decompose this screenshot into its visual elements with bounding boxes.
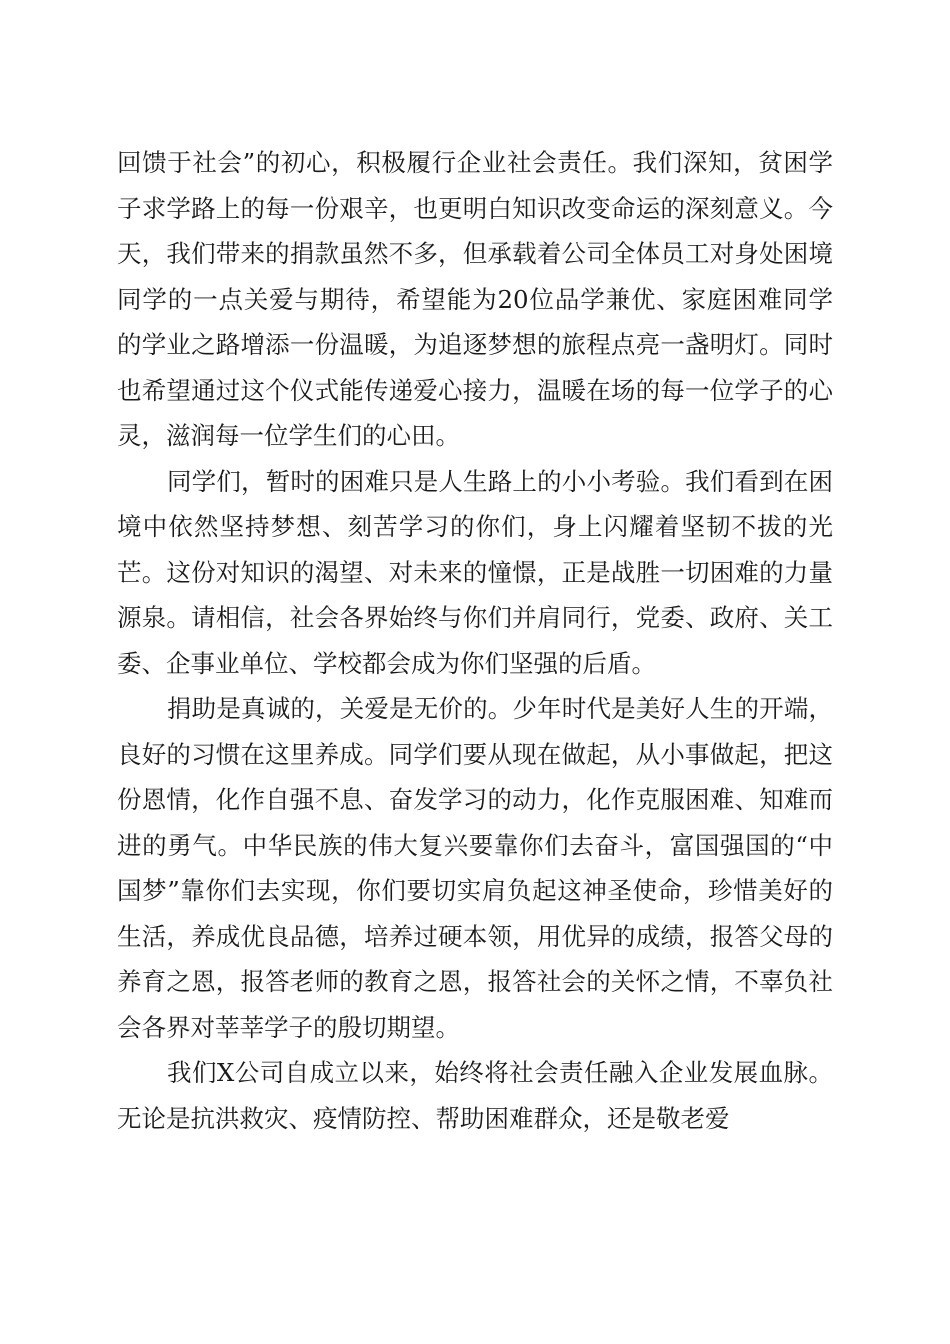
document-body bbox=[117, 140, 833, 1141]
paragraph-donation-meaning: 捐助是真诚的，关爱是无价的。少年时代是美好人生的开端，良好的习惯在这里养成。同学们要从现在做起，从小事做起，把这份恩情，化作自强不息、奋发学习的动力，化作克服困难、知难而进的勇气。中华民族的伟大复兴要靠你们去奋斗，富国强国的“中国梦”靠你们去实现，你们要切实肩负起这神圣使命，珍惜美好的生活，养成优良品德，培养过硬本领，用优异的成绩，报答父母的养育之恩，报答老师的教育之恩，报答社会的关怀之情，不辜负社会各界对莘莘学子的殷切期望。 bbox=[117, 694, 833, 1042]
paragraph-students-encouragement: 同学们，暂时的困难只是人生路上的小小考验。我们看到在困境中依然坚持梦想、刻苦学习的你们，身上闪耀着坚韧不拔的光芒。这份对知识的渴望、对未来的憧憬，正是战胜一切困难的力量源泉。请相信，社会各界始终与你们并肩同行，党委、政府、关工委、企事业单位、学校都会成为你们坚强的后盾。 bbox=[117, 466, 833, 678]
paragraph-company-responsibility: 我们X公司自成立以来，始终将社会责任融入企业发展血脉。无论是抗洪救灾、疫情防控、帮助困难群众，还是敬老爱 bbox=[117, 1058, 833, 1133]
paragraph-continuation: 回馈于社会”的初心，积极履行企业社会责任。我们深知，贫困学子求学路上的每一份艰辛，也更明白知识改变命运的深刻意义。今天，我们带来的捐款虽然不多，但承载着公司全体员工对身处困境同学的一点关爱与期待，希望能为20位品学兼优、家庭困难同学的学业之路增添一份温暖，为追逐梦想的旅程点亮一盏明灯。同时也希望通过这个仪式能传递爱心接力，温暖在场的每一位学子的心灵，滋润每一位学生们的心田。 bbox=[117, 148, 833, 450]
